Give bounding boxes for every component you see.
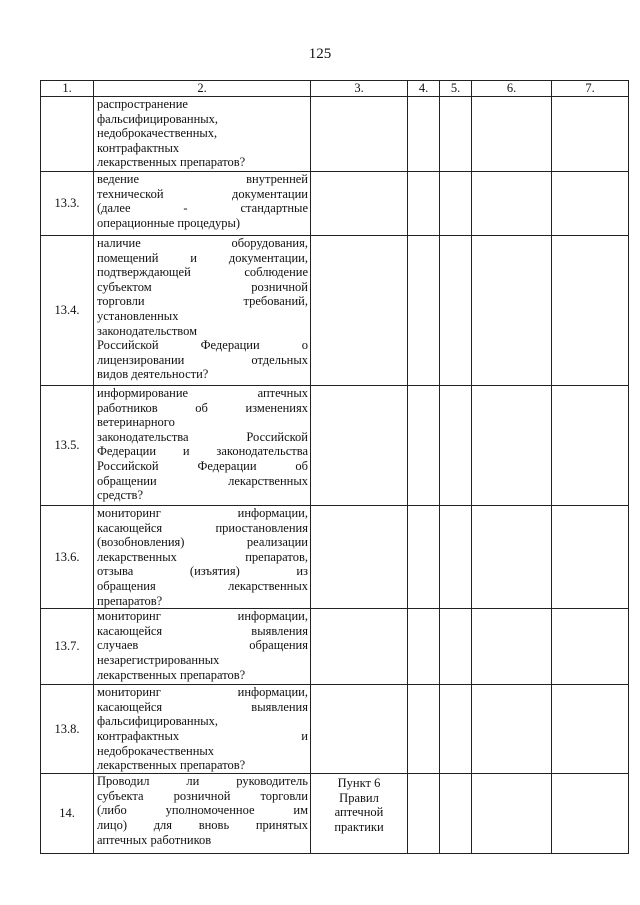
answer-na-cell bbox=[472, 609, 552, 685]
question-line: лицо) для вновь принятых bbox=[97, 817, 308, 832]
answer-na-cell bbox=[472, 386, 552, 506]
answer-no-cell bbox=[440, 685, 472, 774]
answer-no-cell bbox=[440, 97, 472, 172]
question-line: субъекта розничной торговли bbox=[97, 788, 308, 803]
question-line: установленных bbox=[97, 308, 179, 323]
question-line: незарегистрированных bbox=[97, 652, 220, 667]
notes-cell bbox=[552, 609, 629, 685]
question-text bbox=[94, 97, 311, 172]
column-header: 5. bbox=[440, 81, 472, 97]
question-line: законодательством bbox=[97, 323, 198, 338]
question-line: ветеринарного bbox=[97, 415, 175, 430]
question-line: аптечных работников bbox=[97, 832, 212, 847]
legal-basis-cell bbox=[311, 685, 408, 774]
notes-cell bbox=[552, 97, 629, 172]
answer-no-cell bbox=[440, 506, 472, 609]
table-row bbox=[41, 97, 629, 172]
question-line: субъектом розничной bbox=[97, 279, 308, 294]
question-line: Российской Федерации о bbox=[97, 338, 308, 353]
legal-basis-line: практики bbox=[334, 819, 384, 834]
question-line: Проводил ли руководитель bbox=[97, 774, 308, 789]
notes-cell bbox=[552, 506, 629, 609]
legal-basis-line: Пункт 6 bbox=[337, 776, 381, 791]
answer-no-cell bbox=[440, 774, 472, 854]
answer-no-cell bbox=[440, 609, 472, 685]
question-line: лекарственных препаратов, bbox=[97, 549, 308, 564]
answer-no-cell bbox=[440, 386, 472, 506]
question-line: подтверждающей соблюдение bbox=[97, 265, 308, 280]
question-line: видов деятельности? bbox=[97, 367, 209, 382]
notes-cell bbox=[552, 236, 629, 386]
answer-na-cell bbox=[472, 97, 552, 172]
question-line: препаратов? bbox=[97, 593, 163, 608]
question-line: работников об изменениях bbox=[97, 400, 308, 415]
question-line: распространение bbox=[97, 97, 188, 111]
item-number: 13.5. bbox=[41, 386, 94, 506]
question-line: торговли требований, bbox=[97, 294, 308, 309]
notes-cell bbox=[552, 386, 629, 506]
notes-cell bbox=[552, 685, 629, 774]
table-row bbox=[41, 506, 629, 609]
item-number bbox=[41, 97, 94, 172]
table-row bbox=[41, 685, 629, 774]
question-line: лицензировании отдельных bbox=[97, 352, 308, 367]
table-row bbox=[41, 236, 629, 386]
legal-basis-line: аптечной bbox=[334, 805, 384, 820]
column-header: 3. bbox=[311, 81, 408, 97]
answer-yes-cell bbox=[408, 386, 440, 506]
question-line: технической документации bbox=[97, 186, 308, 201]
question-line: контрафактных и bbox=[97, 728, 308, 743]
table-row bbox=[41, 386, 629, 506]
question-text bbox=[94, 685, 311, 774]
question-text bbox=[94, 506, 311, 609]
question-text bbox=[94, 774, 311, 854]
question-line: отзыва (изъятия) из bbox=[97, 564, 308, 579]
question-line: наличие оборудования, bbox=[97, 236, 308, 250]
question-line: недоброкачественных, bbox=[97, 126, 218, 141]
item-number: 13.6. bbox=[41, 506, 94, 609]
question-line: фальсифицированных, bbox=[97, 714, 219, 729]
question-line: мониторинг информации, bbox=[97, 685, 308, 700]
page-number: 125 bbox=[308, 46, 332, 62]
column-header: 2. bbox=[94, 81, 311, 97]
question-line: недоброкачественных bbox=[97, 743, 215, 758]
question-line: (либо уполномоченное им bbox=[97, 803, 308, 818]
question-line: (возобновления) реализации bbox=[97, 535, 308, 550]
question-line: касающейся выявления bbox=[97, 623, 308, 638]
answer-yes-cell bbox=[408, 172, 440, 236]
legal-basis-cell bbox=[311, 236, 408, 386]
question-line: касающейся выявления bbox=[97, 699, 308, 714]
question-line: контрафактных bbox=[97, 140, 180, 155]
table-row bbox=[41, 172, 629, 236]
item-number: 13.7. bbox=[41, 609, 94, 685]
question-line: лекарственных препаратов? bbox=[97, 758, 246, 773]
question-text bbox=[94, 609, 311, 685]
question-line: фальсифицированных, bbox=[97, 111, 219, 126]
legal-basis-line: Правил bbox=[339, 790, 379, 805]
item-number: 13.4. bbox=[41, 236, 94, 386]
notes-cell bbox=[552, 172, 629, 236]
answer-yes-cell bbox=[408, 774, 440, 854]
answer-yes-cell bbox=[408, 609, 440, 685]
item-number: 13.8. bbox=[41, 685, 94, 774]
question-line: мониторинг информации, bbox=[97, 506, 308, 520]
question-line: случаев обращения bbox=[97, 638, 308, 653]
question-text bbox=[94, 172, 311, 236]
question-line: обращения лекарственных bbox=[97, 578, 308, 593]
answer-no-cell bbox=[440, 172, 472, 236]
question-line: операционные процедуры) bbox=[97, 215, 241, 230]
answer-no-cell bbox=[440, 236, 472, 386]
question-line: информирование аптечных bbox=[97, 386, 308, 400]
table-header-row bbox=[41, 81, 629, 97]
question-line: средств? bbox=[97, 488, 144, 503]
question-line: лекарственных препаратов? bbox=[97, 155, 246, 170]
question-line: Российской Федерации об bbox=[97, 458, 308, 473]
answer-yes-cell bbox=[408, 97, 440, 172]
checklist-table bbox=[40, 80, 629, 854]
answer-na-cell bbox=[472, 774, 552, 854]
table-row bbox=[41, 609, 629, 685]
answer-yes-cell bbox=[408, 506, 440, 609]
question-line: помещений и документации, bbox=[97, 250, 308, 265]
legal-basis-cell bbox=[311, 172, 408, 236]
answer-yes-cell bbox=[408, 236, 440, 386]
answer-na-cell bbox=[472, 685, 552, 774]
question-text bbox=[94, 236, 311, 386]
question-line: законодательства Российской bbox=[97, 429, 308, 444]
legal-basis-cell bbox=[311, 774, 408, 854]
item-number: 14. bbox=[41, 774, 94, 854]
column-header: 7. bbox=[552, 81, 629, 97]
table-row bbox=[41, 774, 629, 854]
legal-basis-cell bbox=[311, 506, 408, 609]
notes-cell bbox=[552, 774, 629, 854]
answer-na-cell bbox=[472, 236, 552, 386]
legal-basis-cell bbox=[311, 609, 408, 685]
question-line: (далее - стандартные bbox=[97, 201, 308, 216]
question-line: касающейся приостановления bbox=[97, 520, 308, 535]
question-line: лекарственных препаратов? bbox=[97, 667, 246, 682]
legal-basis-cell bbox=[311, 97, 408, 172]
column-header: 4. bbox=[408, 81, 440, 97]
answer-na-cell bbox=[472, 172, 552, 236]
question-line: ведение внутренней bbox=[97, 172, 308, 186]
question-line: обращении лекарственных bbox=[97, 473, 308, 488]
answer-yes-cell bbox=[408, 685, 440, 774]
column-header: 1. bbox=[41, 81, 94, 97]
question-line: Федерации и законодательства bbox=[97, 444, 308, 459]
answer-na-cell bbox=[472, 506, 552, 609]
question-line: мониторинг информации, bbox=[97, 609, 308, 624]
legal-basis-cell bbox=[311, 386, 408, 506]
question-text bbox=[94, 386, 311, 506]
column-header: 6. bbox=[472, 81, 552, 97]
item-number: 13.3. bbox=[41, 172, 94, 236]
